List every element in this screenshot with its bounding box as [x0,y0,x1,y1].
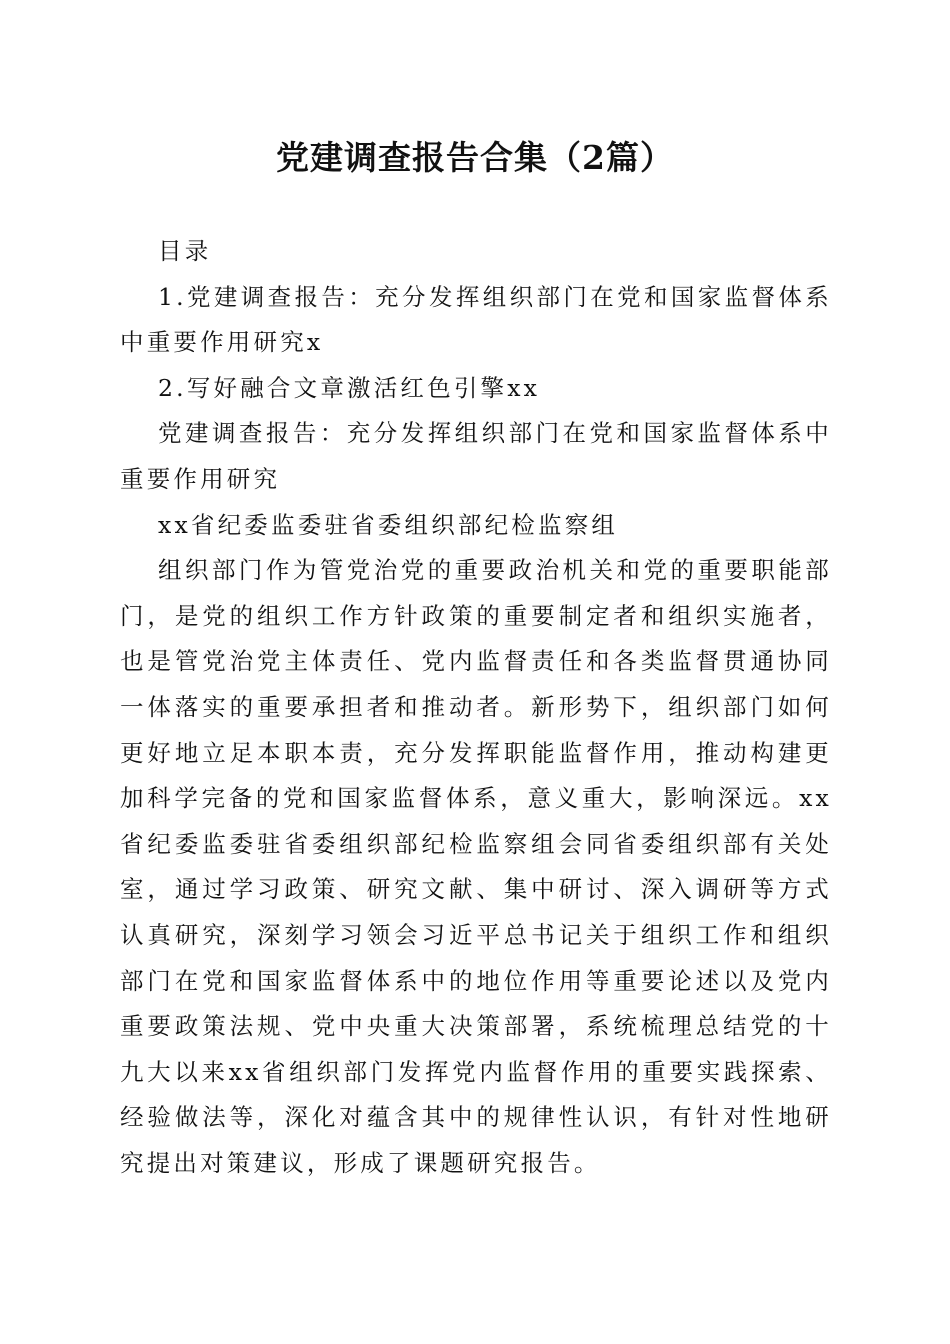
document-body [120,229,832,1186]
article-title: 党建调查报告：充分发挥组织部门在党和国家监督体系中重要作用研究 [120,419,832,493]
body-paragraph: 组织部门作为管党治党的重要政治机关和党的重要职能部门，是党的组织工作方针政策的重要制定者和组织实施者，也是管党治党主体责任、党内监督责任和各类监督贯通协同一体落实的重要承担者和推动者。新形势下，组织部门如何更好地立足本职本责，充分发挥职能监督作用，推动构建更加科学完备的党和国家监督体系，意义重大，影响深远。xx省纪委监委驻省委组织部纪检监察组会同省委组织部有关处室，通过学习政策、研究文献、集中研讨、深入调研等方式认真研究，深刻学习领会习近平总书记关于组织工作和组织部门在党和国家监督体系中的地位作用等重要论述以及党内重要政策法规、党中央重大决策部署，系统梳理总结党的十九大以来xx省组织部门发挥党内监督作用的重要实践探索、经验做法等，深化对蕴含其中的规律性认识，有针对性地研究提出对策建议，形成了课题研究报告。 [120,556,832,1177]
toc-heading: 目录 [158,237,212,265]
article-author: xx省纪委监委驻省委组织部纪检监察组 [158,510,619,539]
document-title: 党建调查报告合集（2篇） [276,138,674,177]
toc-item-1: 1.党建调查报告：充分发挥组织部门在党和国家监督体系中重要作用研究x [120,282,832,357]
toc-item-2: 2.写好融合文章激活红色引擎xx [158,373,541,402]
